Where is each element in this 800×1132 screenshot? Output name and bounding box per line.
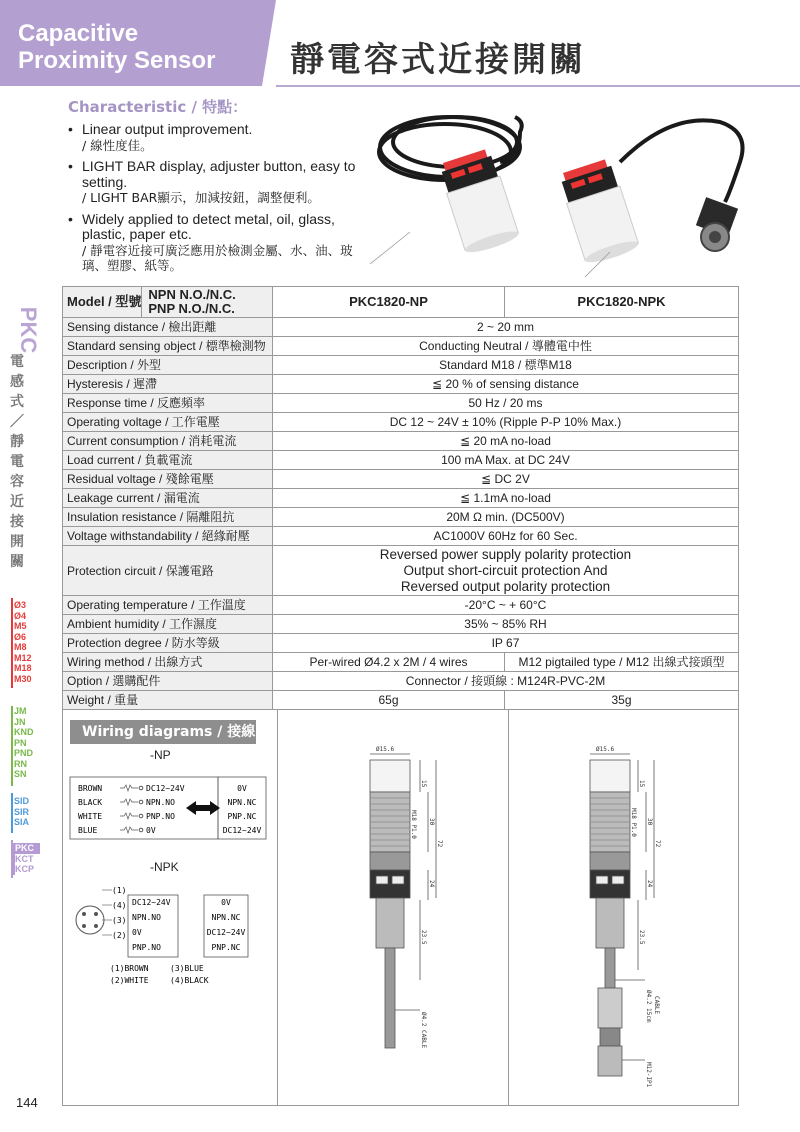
sidebar-zh-char: 容 <box>10 474 24 490</box>
row-label: Leakage current / 漏電流 <box>63 489 273 508</box>
np-right-label: DC12~24V <box>222 826 262 835</box>
sidebar-zh-char: 電 <box>10 354 24 370</box>
table-row <box>63 634 739 653</box>
sidebar-item[interactable]: PKC <box>15 843 35 853</box>
wiring-value-a: Per-wired Ø4.2 x 2M / 4 wires <box>273 653 505 672</box>
sidebar-item[interactable]: KCP <box>15 864 40 875</box>
row-label: Protection degree / 防水等級 <box>63 634 273 653</box>
dimension-drawing-npk <box>570 740 690 1095</box>
characteristic-item <box>68 212 368 274</box>
title-english <box>18 20 215 74</box>
sidebar-line-green <box>11 706 13 786</box>
dim-a-1: 15 <box>420 780 427 788</box>
dim-b-1: 15 <box>638 780 645 788</box>
protection-value <box>273 546 739 596</box>
protection-line: Output short-circuit protection And <box>403 562 608 578</box>
npk-pin-label: (3) <box>112 916 127 925</box>
table-row <box>63 451 739 470</box>
sidebar-zh-char: 感 <box>10 374 24 390</box>
drawing-divider <box>508 709 509 1105</box>
cable-npk-icon <box>620 120 743 202</box>
wiring-diagram-title: Wiring diagrams / 接線圖 <box>70 720 256 744</box>
row-label: Operating temperature / 工作溫度 <box>63 596 273 615</box>
table-row <box>63 394 739 413</box>
protection-line: Reversed output polarity protection <box>400 578 611 594</box>
row-label: Description / 外型 <box>63 356 273 375</box>
sidebar-item[interactable]: M8 <box>14 642 27 652</box>
row-value: -20°C ~ + 60°C <box>273 596 739 615</box>
row-value: ≦ 20 mA no-load <box>273 432 739 451</box>
npk-pin-label: (4) <box>112 901 127 910</box>
sidebar-item[interactable]: KCT <box>15 854 40 865</box>
wiring-np-label: -NP <box>150 748 171 762</box>
page-number: 144 <box>16 1095 38 1110</box>
npk-right-label: NPN.NC <box>211 913 241 922</box>
table-row <box>63 318 739 337</box>
npk-legend-4: (4)BLACK <box>170 976 209 985</box>
table-row <box>63 432 739 451</box>
np-wire-color: WHITE <box>78 812 103 821</box>
sidebar-item[interactable]: Ø6 <box>14 631 27 642</box>
product-photo <box>370 102 775 282</box>
npk-right-label: PNP.NC <box>211 943 241 952</box>
row-value: ≦ 1.1mA no-load <box>273 489 739 508</box>
np-wire-color: BROWN <box>78 784 103 793</box>
np-wire-color: BLACK <box>78 798 103 807</box>
table-row <box>63 489 739 508</box>
output-type-npn: NPN N.O./N.C. <box>148 287 236 302</box>
np-right-label: PNP.NC <box>227 812 257 821</box>
characteristic-list <box>68 122 368 280</box>
spec-rows <box>63 318 739 546</box>
dim-a-2: 30 <box>428 818 435 826</box>
dim-b-3: 72 <box>654 840 661 848</box>
sidebar-item[interactable]: JN <box>14 716 26 727</box>
sidebar-item[interactable]: M18 <box>14 663 32 673</box>
weight-label: Weight / 重量 <box>63 691 273 710</box>
row-value: 50 Hz / 20 ms <box>273 394 739 413</box>
terminal-icon <box>139 800 143 804</box>
table-row <box>63 375 739 394</box>
sidebar-category <box>5 306 42 572</box>
np-left-label: 0V <box>146 826 156 835</box>
dim-a-cable: Ø4.2 CABLE <box>420 1012 427 1049</box>
row-label: Current consumption / 消耗電流 <box>63 432 273 451</box>
npk-left-label: DC12~24V <box>132 898 171 907</box>
sidebar-zh-char: 接 <box>10 514 24 530</box>
dim-a-diameter: Ø15.6 <box>376 746 395 753</box>
row-value: 2 ~ 20 mm <box>273 318 739 337</box>
output-type-label <box>142 287 235 317</box>
table-row <box>63 470 739 489</box>
row-label: Sensing distance / 檢出距離 <box>63 318 273 337</box>
protection-line: Reversed power supply polarity protection <box>379 546 632 562</box>
row-value: IP 67 <box>273 634 739 653</box>
npk-legend-2: (3)BLUE <box>170 964 204 973</box>
row-value: ≦ 20 % of sensing distance <box>273 375 739 394</box>
table-row <box>63 413 739 432</box>
row-value: AC1000V 60Hz for 60 Sec. <box>273 527 739 546</box>
characteristic-zh: / 線性度佳。 <box>82 137 153 153</box>
sidebar-item[interactable]: M30 <box>14 673 32 684</box>
row-label: Voltage withstandability / 絕緣耐壓 <box>63 527 273 546</box>
characteristic-zh: / LIGHT BAR顯示，加減按鈕，調整便利。 <box>82 190 320 205</box>
row-label: Response time / 反應頻率 <box>63 394 273 413</box>
sidebar-category-zh <box>5 352 29 572</box>
npk-legend-1: (1)BROWN <box>110 964 149 973</box>
dim-a-3: 72 <box>436 840 443 848</box>
drawing-divider <box>277 709 278 1105</box>
model-a-header: PKC1820-NP <box>273 287 505 318</box>
spec-table <box>62 286 739 710</box>
characteristic-item <box>68 159 368 206</box>
table-row <box>63 527 739 546</box>
row-value: DC 12 ~ 24V ± 10% (Ripple P-P 10% Max.) <box>273 413 739 432</box>
sidebar-group-size <box>14 600 32 684</box>
output-type-pnp: PNP N.O./N.C. <box>148 301 235 316</box>
sidebar-zh-char: 式 <box>10 394 24 410</box>
title-en-line2: Proximity Sensor <box>18 47 216 74</box>
m12-pin-icon <box>76 906 104 934</box>
dimension-drawing-np <box>340 740 460 1055</box>
row-value: Conducting Neutral / 導體電中性 <box>273 337 739 356</box>
sidebar-item[interactable]: KND <box>14 727 34 737</box>
table-row <box>63 546 739 596</box>
model-b-header: PKC1820-NPK <box>505 287 739 318</box>
sidebar-item[interactable]: Ø4 <box>14 610 27 621</box>
npk-right-label: DC12~24V <box>206 928 246 937</box>
resistor-icon <box>120 799 138 805</box>
row-value: Standard M18 / 標準M18 <box>273 356 739 375</box>
sidebar-group-types <box>14 706 34 780</box>
dim-b-4: 24 <box>646 880 653 888</box>
model-label: Model / 型號 <box>63 287 142 317</box>
dim-b-diameter: Ø15.6 <box>596 746 615 753</box>
wiring-label: Wiring method / 出線方式 <box>63 653 273 672</box>
table-row <box>63 337 739 356</box>
title-banner <box>0 0 276 86</box>
sidebar-line-blue <box>11 793 13 833</box>
sidebar-zh-char: ／ <box>10 414 24 430</box>
row-value: ≦ DC 2V <box>273 470 739 489</box>
sidebar-zh-char: 電 <box>10 454 24 470</box>
sidebar-zh-char: 關 <box>10 554 24 570</box>
sidebar-category-code <box>5 306 42 354</box>
wiring-diagram <box>68 765 273 995</box>
protection-label: Protection circuit / 保護電路 <box>63 546 273 596</box>
terminal-icon <box>139 814 143 818</box>
characteristic-en: • Widely applied to detect metal, oil, glass, plastic, paper etc. <box>82 210 335 242</box>
row-value: 20M Ω min. (DC500V) <box>273 508 739 527</box>
terminal-icon <box>139 828 143 832</box>
sidebar-zh-char: 開 <box>10 534 24 550</box>
np-right-label: NPN.NC <box>227 798 257 807</box>
sidebar-group-sid <box>14 796 29 828</box>
row-value: 100 mA Max. at DC 24V <box>273 451 739 470</box>
npk-left-label: NPN.NO <box>132 913 161 922</box>
terminal-icon <box>139 786 143 790</box>
npk-left-label: 0V <box>132 928 142 937</box>
option-value: Connector / 接頭線 : M124R-PVC-2M <box>273 672 739 691</box>
table-row <box>63 653 739 672</box>
resistor-icon <box>120 827 138 833</box>
sidebar-item[interactable]: PN <box>14 737 27 748</box>
resistor-icon <box>120 813 138 819</box>
sidebar-item[interactable]: RN <box>14 758 27 769</box>
table-row <box>63 596 739 615</box>
np-left-label: PNP.NO <box>146 812 175 821</box>
title-rule <box>276 85 800 87</box>
sidebar-item[interactable]: M5 <box>14 621 27 631</box>
dim-a-5: 23.5 <box>420 930 427 945</box>
row-label: Load current / 負載電流 <box>63 451 273 470</box>
sidebar-line-red <box>11 598 13 688</box>
np-wire-color: BLUE <box>78 826 98 835</box>
dim-a-4: 24 <box>428 880 435 888</box>
np-left-label: NPN.NO <box>146 798 175 807</box>
dim-a-thread: M18 P1.0 <box>410 810 417 839</box>
characteristic-heading: Characteristic / 特點： <box>68 98 248 116</box>
characteristic-item <box>68 122 368 153</box>
model-header-cell <box>63 287 273 318</box>
table-header-row <box>63 287 739 318</box>
sidebar-category-text: PKC <box>16 306 42 354</box>
m12-connector-icon <box>696 197 738 251</box>
row-label: Ambient humidity / 工作濕度 <box>63 615 273 634</box>
weight-value-b: 35g <box>505 691 739 710</box>
spec-rows-2 <box>63 596 739 653</box>
dim-b-thread: M18 P1.0 <box>630 808 637 837</box>
row-label: Insulation resistance / 隔離阻抗 <box>63 508 273 527</box>
npk-right-label: 0V <box>221 898 231 907</box>
sidebar-item[interactable]: Ø3 <box>14 600 27 610</box>
npk-pin-label: (1) <box>112 886 127 895</box>
table-row <box>63 672 739 691</box>
npk-legend-3: (2)WHITE <box>110 976 149 985</box>
sidebar-group-pkc <box>12 843 40 875</box>
sidebar-item[interactable]: JM <box>14 706 27 716</box>
np-right-label: 0V <box>237 784 247 793</box>
sidebar-item[interactable]: PND <box>14 748 34 758</box>
npk-wire-rows <box>102 886 245 952</box>
row-label: Standard sensing object / 標準檢測物 <box>63 337 273 356</box>
resistor-icon <box>120 785 138 791</box>
characteristic-zh: / 靜電容近接可廣泛應用於檢測金屬、水、油、玻璃、塑膠、紙等。 <box>82 242 353 273</box>
table-row <box>63 508 739 527</box>
dim-b-2: 30 <box>646 818 653 826</box>
title-chinese: 靜電容式近接開關 <box>290 40 586 80</box>
option-label: Option / 選購配件 <box>63 672 273 691</box>
sidebar-item[interactable]: SN <box>14 769 27 779</box>
np-wire-rows <box>78 784 261 835</box>
dim-b-5: 23.5 <box>638 930 645 945</box>
row-label: Operating voltage / 工作電壓 <box>63 413 273 432</box>
npk-left-label: PNP.NO <box>132 943 161 952</box>
sidebar-item[interactable]: SIR <box>14 806 30 817</box>
sidebar-item[interactable]: M12 <box>14 652 32 663</box>
dim-b-cable1: Ø4.2 15cm <box>645 990 652 1023</box>
double-arrow-icon <box>186 801 220 815</box>
sidebar-zh-char: 靜 <box>10 434 24 450</box>
row-value: 35% ~ 85% RH <box>273 615 739 634</box>
table-row <box>63 691 739 710</box>
sidebar-item[interactable]: SID <box>14 796 30 806</box>
table-row <box>63 615 739 634</box>
row-label: Hysteresis / 遲滯 <box>63 375 273 394</box>
dim-b-cable2: CABLE <box>653 996 660 1015</box>
characteristic-en: • Linear output improvement. <box>82 121 253 137</box>
sensor-npk-icon <box>557 158 640 267</box>
np-left-label: DC12~24V <box>146 784 185 793</box>
sidebar-item[interactable]: SIA <box>14 817 30 827</box>
title-en-line1: Capacitive <box>18 20 139 47</box>
sidebar-zh-char: 近 <box>10 494 24 510</box>
wiring-npk-label: -NPK <box>150 860 179 874</box>
row-label: Residual voltage / 殘餘電壓 <box>63 470 273 489</box>
weight-value-a: 65g <box>273 691 505 710</box>
npk-pin-label: (2) <box>112 931 127 940</box>
wiring-value-b: M12 pigtailed type / M12 出線式接頭型 <box>505 653 739 672</box>
dim-b-conn: M12-IP1 <box>645 1062 652 1088</box>
characteristic-en: • LIGHT BAR display, adjuster button, easy to setting. <box>82 158 356 190</box>
table-row <box>63 356 739 375</box>
